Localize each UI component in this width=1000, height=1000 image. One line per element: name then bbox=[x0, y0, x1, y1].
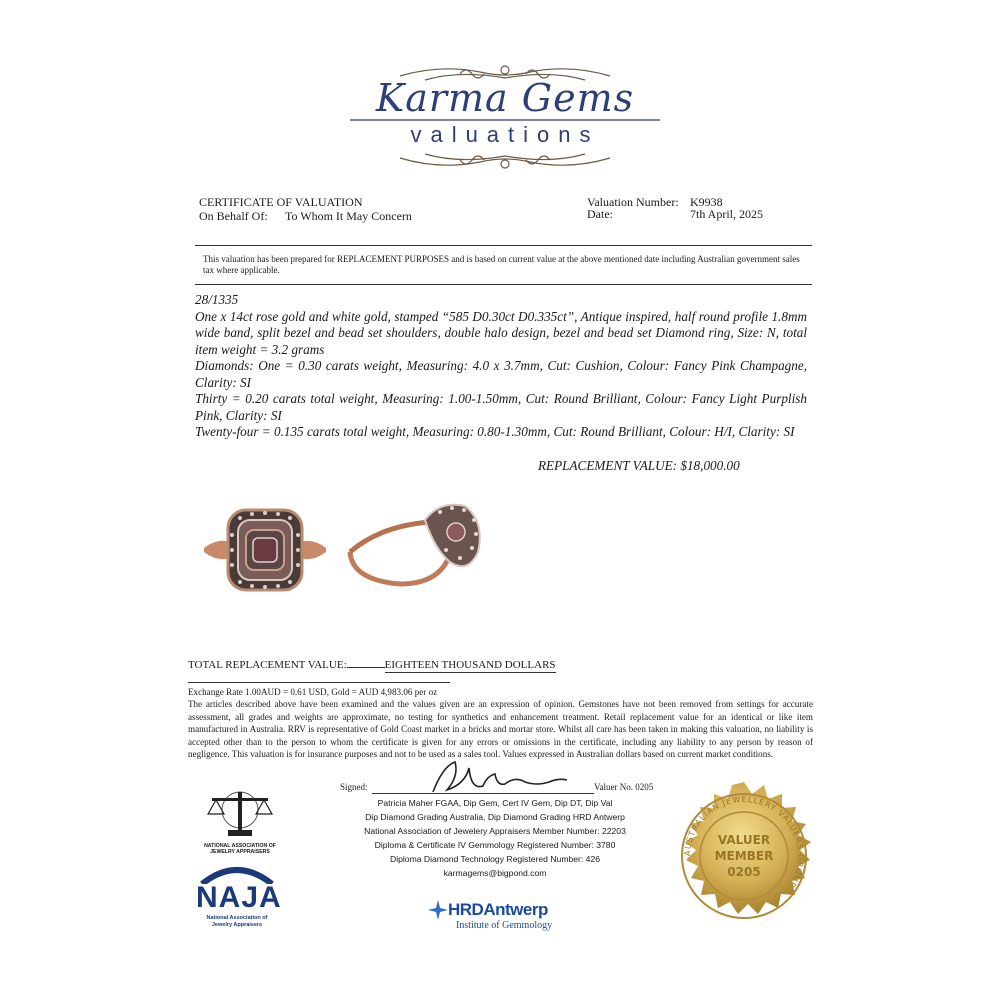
diamonds-shoulders: Twenty-four = 0.135 carats total weight, Measuring: 0.80-1.30mm, Cut: Round Brilliant, Colour: H/I, Clarity: SI bbox=[195, 424, 795, 439]
ring-front-image bbox=[200, 500, 330, 600]
valuation-notes bbox=[188, 686, 813, 760]
diamonds-halo: Thirty = 0.20 carats total weight, Measuring: 1.00-1.50mm, Cut: Round Brilliant, Colour: Fancy Light Purplish Pink, Clarity: SI bbox=[195, 391, 807, 423]
valuation-number: K9938 bbox=[690, 195, 723, 209]
hrd-subtitle: Institute of Gemmology bbox=[456, 920, 553, 931]
naa-logo bbox=[198, 786, 282, 856]
divider-main bbox=[195, 284, 812, 285]
scales-icon bbox=[198, 786, 282, 838]
item-description bbox=[195, 292, 807, 441]
sparkle-icon bbox=[428, 900, 448, 920]
valuer-credentials bbox=[340, 796, 650, 880]
hrd-wordmark: HRDAntwerp bbox=[448, 900, 548, 919]
item-ref: 28/1335 bbox=[195, 292, 239, 307]
seal-line-3: 0205 bbox=[727, 865, 761, 879]
date-label: Date: bbox=[587, 207, 613, 221]
total-label: TOTAL REPLACEMENT VALUE: bbox=[188, 659, 347, 671]
seal-ring-text: AUSTRALIAN JEWELLERY VALUERS GROUP bbox=[682, 794, 806, 890]
logo-subtitle: valuations bbox=[410, 122, 600, 147]
logo-script-text: Karma Gems bbox=[375, 76, 635, 120]
ring-side-image bbox=[340, 492, 490, 592]
date-value: 7th April, 2025 bbox=[690, 207, 764, 221]
valuer-number: Valuer No. 0205 bbox=[594, 782, 654, 792]
divider-top bbox=[195, 245, 812, 246]
naja-caption-1: National Association of bbox=[206, 915, 268, 921]
credential-line: National Association of Jewelery Appraisers Member Number: 22203 bbox=[364, 826, 626, 836]
naja-wordmark: NAJA bbox=[196, 881, 282, 914]
exchange-rate: Exchange Rate 1.00AUD = 0.61 USD, Gold = AUD 4,983.06 per oz bbox=[188, 687, 438, 697]
certificate-title: CERTIFICATE OF VALUATION bbox=[199, 195, 363, 209]
item-summary: One x 14ct rose gold and white gold, stamped “585 D0.30ct D0.335ct”, Antique inspired, half round profile 1.8mm wide band, split bezel and bead set shoulders, double halo design, bezel and bead set Diamond ring, Size: N, total item weight = 3.2 grams bbox=[195, 308, 807, 357]
total-replacement bbox=[188, 658, 813, 687]
karma-gems-logo bbox=[330, 62, 680, 172]
contact-email: karmagems@bigpond.com bbox=[443, 868, 547, 878]
purpose-note: This valuation has been prepared for REPLACEMENT PURPOSES and is based on current value at the above mentioned date including Australian government sales tax where applicable. bbox=[203, 254, 800, 275]
total-value: EIGHTEEN THOUSAND DOLLARS bbox=[384, 659, 556, 671]
credential-line: Diploma Diamond Technology Registered Number: 426 bbox=[389, 854, 601, 864]
replacement-value: REPLACEMENT VALUE: $18,000.00 bbox=[538, 458, 740, 473]
naa-caption-1: NATIONAL ASSOCIATION OF bbox=[204, 843, 276, 849]
seal-line-1: VALUER bbox=[717, 833, 771, 847]
credential-line: Diploma & Certificate IV Gemmology Registered Number: 3780 bbox=[374, 840, 616, 850]
on-behalf-value: To Whom It May Concern bbox=[285, 209, 412, 223]
valuer-member-seal-icon bbox=[668, 780, 820, 932]
disclaimer: The articles described above have been examined and the values given are an expression of opinion. Gemstones have not been removed from settings for accurate assessment, all grades and weights are approximate, no testing for synthetics and enhancement treatment. Retail replacement value for an identical or like item manufactured in Australia. RRV is representative of Gold Coast market in a bricks and mortar store. Whilst all care has been taken in making this valuation, no liability is accepted other than to the person to whom the certificate is given for any errors or omissions in the certificate, including any liability to any person by reason of negligence. This valuation is for insurance purposes and not to be used as a sales tool. Values expressed in Australian dollars based on current market conditions. bbox=[188, 699, 813, 760]
on-behalf-label: On Behalf Of: bbox=[199, 209, 268, 223]
signature-mark-icon bbox=[425, 756, 575, 796]
naja-logo bbox=[196, 862, 282, 934]
credential-line: Patricia Maher FGAA, Dip Gem, Cert IV Gem, Dip DT, Dip Val bbox=[377, 798, 613, 808]
naa-caption-2: JEWELRY APPRAISERS bbox=[210, 849, 270, 855]
naja-caption-2: Jewelry Appraisers bbox=[211, 921, 263, 928]
seal-line-2: MEMBER bbox=[714, 849, 774, 863]
signed-label: Signed: bbox=[340, 782, 368, 792]
hrd-antwerp-logo bbox=[428, 898, 578, 938]
valuation-number-label: Valuation Number: bbox=[587, 195, 679, 209]
credential-line: Dip Diamond Grading Australia, Dip Diamond Grading HRD Antwerp bbox=[365, 812, 625, 822]
diamonds-center: Diamonds: One = 0.30 carats weight, Measuring: 4.0 x 3.7mm, Cut: Cushion, Colour: Fancy Pink Champagne, Clarity: SI bbox=[195, 358, 807, 390]
